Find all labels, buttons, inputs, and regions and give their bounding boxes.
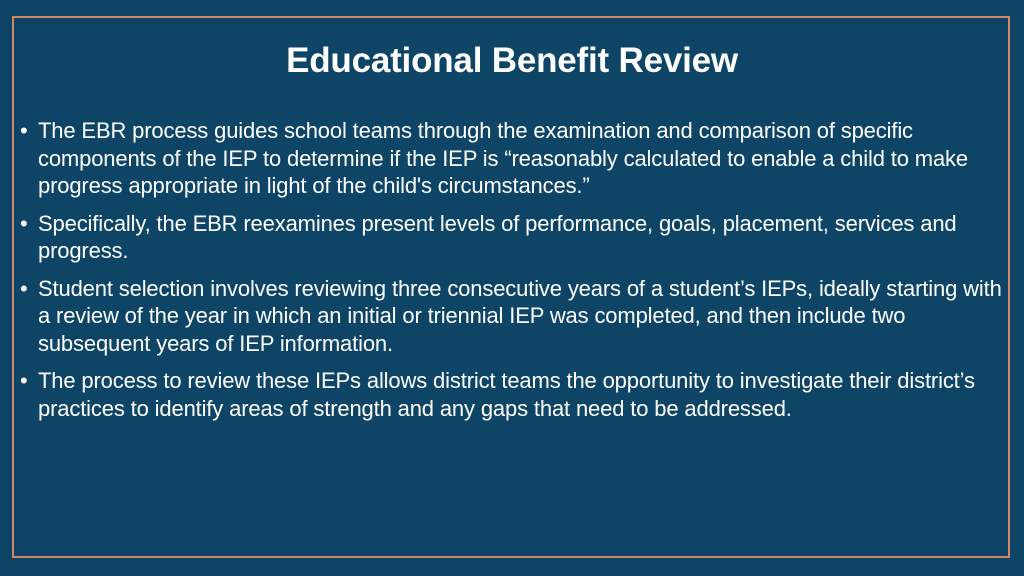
bullet-text: The process to review these IEPs allows district teams the opportunity to investigate their district’s practices to identify areas of strength and any gaps that need to be addressed. [38,368,975,421]
bullet-item [20,367,1005,422]
bullet-dot: • [20,118,28,143]
bullet-item [20,117,1005,200]
bullet-text: Student selection involves reviewing three consecutive years of a student’s IEPs, ideally starting with a review of the year in which an initial or triennial IEP was completed, and then include two subsequent years of IEP information. [38,275,1002,356]
slide-title: Educational Benefit Review [286,41,738,80]
bullet-list [20,117,1005,432]
bullet-text: Specifically, the EBR reexamines present levels of performance, goals, placement, services and progress. [38,210,957,263]
bullet-dot: • [20,210,28,236]
bullet-text: The EBR process guides school teams through the examination and comparison of specific components of the IEP to determine if the IEP is “reasonably calculated to enable a child to make progress appropriate in light of the child's circumstances.” [38,118,968,198]
bullet-item [20,210,1005,265]
bullet-item [20,275,1005,358]
bullet-dot: • [20,368,28,393]
bullet-dot: • [20,275,28,301]
